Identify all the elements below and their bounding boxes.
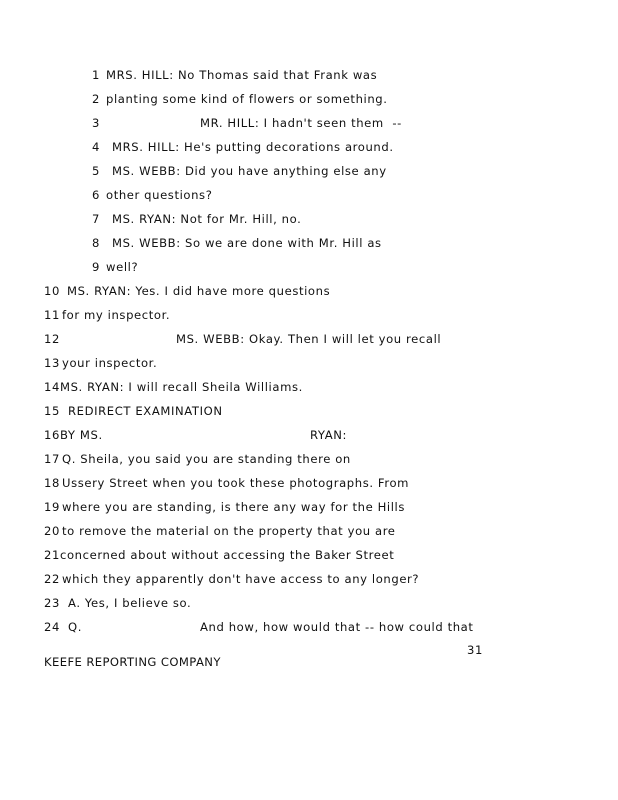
line-number: 15 — [44, 404, 60, 418]
line-text: MS. RYAN: Not for Mr. Hill, no. — [112, 212, 302, 226]
line-text: which they apparently don't have access to any longer? — [62, 572, 420, 586]
transcript-line — [0, 65, 378, 85]
line-number: 20 — [44, 524, 60, 538]
line-number: 8 — [92, 236, 100, 250]
line-text: MS. WEBB: So we are done with Mr. Hill as — [112, 236, 382, 250]
line-text: Q. Sheila, you said you are standing there on — [62, 452, 351, 466]
line-text: Ussery Street when you took these photographs. From — [62, 476, 410, 490]
line-text: concerned about without accessing the Baker Street — [60, 548, 395, 562]
line-number: 6 — [92, 188, 100, 202]
line-number: 5 — [92, 164, 100, 178]
transcript-line — [0, 161, 387, 181]
line-text: planting some kind of flowers or something. — [106, 92, 388, 106]
transcript-line — [0, 185, 213, 205]
transcript-line — [0, 113, 402, 133]
footer-company: KEEFE REPORTING COMPANY — [44, 655, 221, 669]
transcript-line — [0, 521, 396, 541]
transcript-line — [0, 449, 351, 469]
transcript-line — [0, 593, 192, 613]
transcript-line — [0, 209, 302, 229]
line-text: for my inspector. — [62, 308, 171, 322]
line-text: Q. — [68, 620, 83, 634]
transcript-line — [0, 233, 382, 253]
transcript-line — [0, 545, 395, 565]
line-number: 16 — [44, 428, 60, 442]
section-heading: REDIRECT EXAMINATION — [68, 404, 223, 418]
line-text-continued: And how, how would that -- how could that — [200, 620, 474, 634]
line-text: MS. WEBB: Did you have anything else any — [112, 164, 387, 178]
line-text: MS. RYAN: Yes. I did have more questions — [67, 284, 331, 298]
line-number: 9 — [92, 260, 100, 274]
transcript-line — [0, 257, 139, 277]
line-number: 11 — [44, 308, 60, 322]
line-number: 18 — [44, 476, 60, 490]
line-text: well? — [106, 260, 139, 274]
line-text: BY MS. — [60, 428, 103, 442]
transcript-line — [0, 473, 410, 493]
line-text: where you are standing, is there any way for the Hills — [62, 500, 406, 514]
line-number: 14 — [44, 380, 60, 394]
line-text: MS. WEBB: Okay. Then I will let you recall — [176, 332, 442, 346]
transcript-line — [0, 305, 171, 325]
line-number: 21 — [44, 548, 60, 562]
transcript-line — [0, 617, 474, 637]
transcript-line — [0, 137, 394, 157]
line-number: 24 — [44, 620, 60, 634]
line-text: A. Yes, I believe so. — [68, 596, 192, 610]
transcript-line — [0, 569, 420, 589]
line-number: 12 — [44, 332, 60, 346]
line-number: 22 — [44, 572, 60, 586]
transcript-line — [0, 89, 388, 109]
line-number: 4 — [92, 140, 100, 154]
line-text: MRS. HILL: He's putting decorations around. — [112, 140, 394, 154]
transcript-line — [0, 425, 348, 445]
line-number: 23 — [44, 596, 60, 610]
line-number: 3 — [92, 116, 100, 130]
line-number: 13 — [44, 356, 60, 370]
line-number: 19 — [44, 500, 60, 514]
transcript-line — [0, 497, 406, 517]
line-text: MR. HILL: I hadn't seen them -- — [200, 116, 402, 130]
line-text: MRS. HILL: No Thomas said that Frank was — [106, 68, 378, 82]
page-number: 31 — [467, 643, 483, 657]
transcript-line — [0, 281, 331, 301]
transcript-line — [0, 377, 303, 397]
line-text-continued: RYAN: — [310, 428, 348, 442]
line-number: 2 — [92, 92, 100, 106]
line-text: to remove the material on the property that you are — [62, 524, 396, 538]
line-number: 17 — [44, 452, 60, 466]
line-number: 10 — [44, 284, 60, 298]
line-number: 1 — [92, 68, 100, 82]
line-text: MS. RYAN: I will recall Sheila Williams. — [60, 380, 303, 394]
line-text: other questions? — [106, 188, 213, 202]
transcript-line — [0, 401, 223, 421]
line-number: 7 — [92, 212, 100, 226]
line-text: your inspector. — [62, 356, 158, 370]
transcript-line — [0, 329, 442, 349]
transcript-line — [0, 353, 158, 373]
